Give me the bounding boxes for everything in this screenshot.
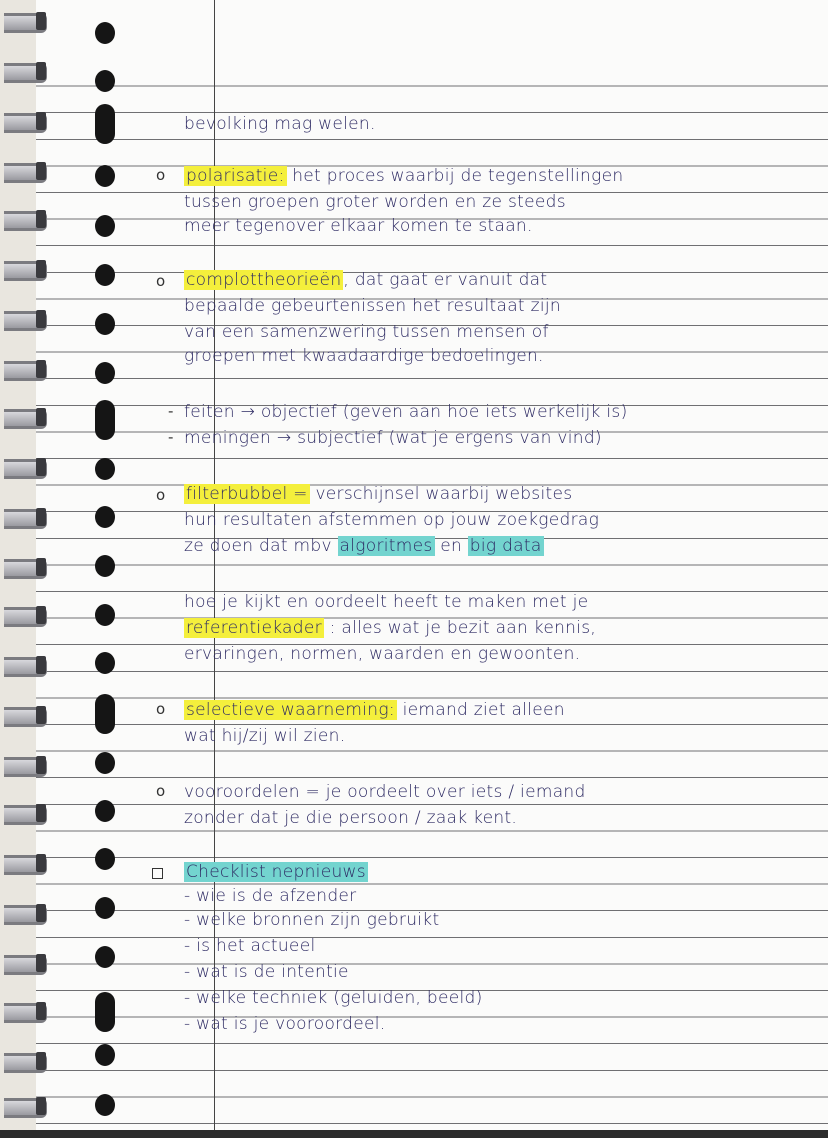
- definition-text: iemand ziet alleen: [396, 700, 565, 720]
- term-highlight: referentiekader: [186, 618, 322, 638]
- note-line-vooroordelen: vooroordelen = je oordeelt over iets / iemand: [184, 782, 586, 802]
- spiral-ring-icon: [0, 10, 52, 32]
- spiral-ring-icon: [0, 654, 52, 676]
- note-line: meer tegenover elkaar komen te staan.: [184, 216, 533, 236]
- checklist-item: - is het actueel: [184, 936, 316, 956]
- spiral-ring-icon: [0, 358, 52, 380]
- note-line: hun resultaten afstemmen op jouw zoekgedrag: [184, 510, 600, 530]
- punch-hole-icon: [95, 848, 115, 870]
- checklist-item: - wat is je vooroordeel.: [184, 1014, 386, 1034]
- spiral-ring-icon: [0, 160, 52, 182]
- punch-hole-icon: [95, 165, 115, 187]
- spiral-ring-icon: [0, 308, 52, 330]
- note-line-filterbubbel: [184, 484, 572, 504]
- definition-text: verschijnsel waarbij websites: [309, 484, 573, 504]
- punch-hole-icon: [95, 694, 115, 734]
- page-header-area: [36, 0, 828, 60]
- note-line-polarisatie: [184, 166, 623, 186]
- note-line: wat hij/zij wil zien.: [184, 726, 346, 746]
- spiral-ring-icon: [0, 1000, 52, 1022]
- punch-hole-icon: [95, 897, 115, 919]
- note-line-meningen: meningen → subjectief (wat je ergens van vind): [184, 428, 602, 448]
- note-line: zonder dat je die persoon / zaak kent.: [184, 808, 518, 828]
- term-highlight-algoritmes: algoritmes: [339, 536, 433, 556]
- text: ze doen dat mbv: [184, 536, 338, 556]
- dash-icon: -: [168, 428, 174, 446]
- note-line: bepaalde gebeurtenissen het resultaat zijn: [184, 296, 561, 316]
- punch-hole-icon: [95, 555, 115, 577]
- term-highlight: selectieve waarneming:: [186, 700, 395, 720]
- punch-hole-icon: [95, 506, 115, 528]
- bullet-icon: o: [156, 782, 166, 800]
- spiral-ring-icon: [0, 1050, 52, 1072]
- punch-hole-icon: [95, 1044, 115, 1066]
- term-highlight: Checklist nepnieuws: [186, 862, 366, 882]
- term-highlight: complottheorieën: [186, 270, 342, 290]
- spiral-ring-icon: [0, 1095, 52, 1117]
- bullet-icon: o: [156, 166, 166, 184]
- spiral-ring-icon: [0, 456, 52, 478]
- definition-text: , dat gaat er vanuit dat: [343, 270, 548, 290]
- bullet-icon: o: [156, 486, 166, 504]
- punch-hole-icon: [95, 992, 115, 1032]
- text: en: [434, 536, 468, 556]
- spiral-ring-icon: [0, 60, 52, 82]
- punch-hole-icon: [95, 1094, 115, 1116]
- bullet-icon: o: [156, 700, 166, 718]
- note-line: groepen met kwaadaardige bedoelingen.: [184, 346, 544, 366]
- checklist-item: - wat is de intentie: [184, 962, 349, 982]
- punch-hole-icon: [95, 652, 115, 674]
- checklist-item: - welke techniek (geluiden, beeld): [184, 988, 483, 1008]
- term-highlight: filterbubbel =: [186, 484, 308, 504]
- page-bottom-edge: [0, 1130, 828, 1138]
- definition-text: het proces waarbij de tegenstellingen: [286, 166, 624, 186]
- punch-hole-icon: [95, 215, 115, 237]
- spiral-ring-icon: [0, 802, 52, 824]
- punch-hole-icon: [95, 22, 115, 44]
- note-line-referentiekader: [184, 618, 596, 638]
- note-line: van een samenzwering tussen mensen of: [184, 322, 549, 342]
- term-highlight-big-data: big data: [469, 536, 542, 556]
- note-line: hoe je kijkt en oordeelt heeft te maken met je: [184, 592, 589, 612]
- spiral-ring-icon: [0, 952, 52, 974]
- checklist-item: - wie is de afzender: [184, 886, 357, 906]
- bullet-icon: o: [156, 272, 166, 290]
- dash-icon: -: [168, 402, 174, 420]
- spiral-ring-icon: [0, 556, 52, 578]
- spiral-ring-icon: [0, 902, 52, 924]
- spiral-ring-icon: [0, 604, 52, 626]
- note-line: tussen groepen groter worden en ze steeds: [184, 192, 566, 212]
- spiral-ring-icon: [0, 852, 52, 874]
- punch-hole-icon: [95, 604, 115, 626]
- spiral-ring-icon: [0, 110, 52, 132]
- punch-hole-icon: [95, 313, 115, 335]
- note-line-selectieve-waarneming: [184, 700, 565, 720]
- punch-hole-icon: [95, 362, 115, 384]
- note-line-feiten: feiten → objectief (geven aan hoe iets werkelijk is): [184, 402, 628, 422]
- punch-hole-icon: [95, 800, 115, 822]
- checkbox-icon: [152, 868, 163, 879]
- spiral-ring-icon: [0, 258, 52, 280]
- punch-hole-icon: [95, 946, 115, 968]
- spiral-ring-icon: [0, 208, 52, 230]
- checklist-title: [184, 862, 368, 882]
- spiral-ring-icon: [0, 406, 52, 428]
- spiral-ring-icon: [0, 754, 52, 776]
- checklist-item: - welke bronnen zijn gebruikt: [184, 910, 440, 930]
- spiral-ring-icon: [0, 704, 52, 726]
- term-highlight: polarisatie:: [186, 166, 285, 186]
- note-line-complottheorieen: [184, 270, 547, 290]
- punch-hole-icon: [95, 264, 115, 286]
- spiral-ring-icon: [0, 506, 52, 528]
- note-line: [184, 536, 544, 556]
- note-line: bevolking mag welen.: [184, 114, 376, 134]
- punch-hole-icon: [95, 104, 115, 144]
- definition-text: : alles wat je bezit aan kennis,: [323, 618, 597, 638]
- punch-hole-icon: [95, 752, 115, 774]
- punch-hole-icon: [95, 70, 115, 92]
- punch-hole-icon: [95, 458, 115, 480]
- note-line: ervaringen, normen, waarden en gewoonten.: [184, 644, 581, 664]
- punch-hole-icon: [95, 400, 115, 440]
